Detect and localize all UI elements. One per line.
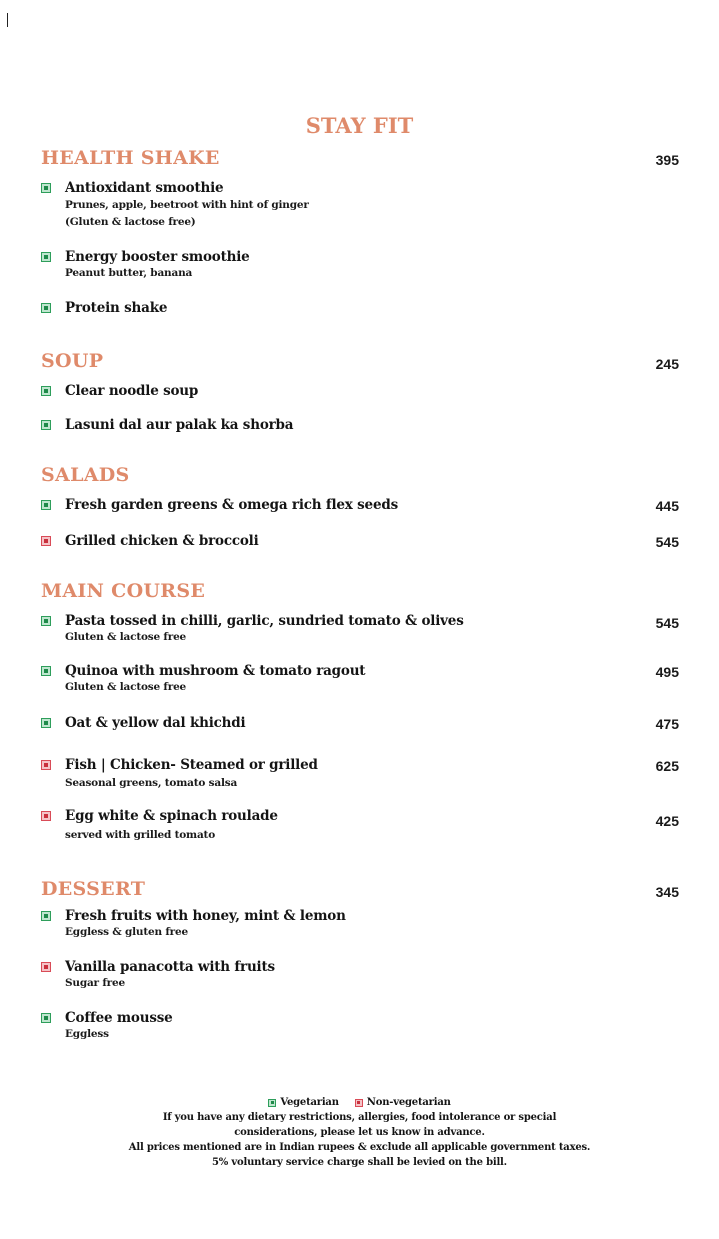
section-title-dessert: DESSERT [41,878,146,900]
veg-icon [41,1013,51,1023]
item-name: Vanilla panacotta with fruits [65,959,275,975]
item-description: Peanut butter, banana [65,267,193,279]
footer-line-service-charge: 5% voluntary service charge shall be levied on the bill. [212,1157,507,1168]
item-name: Pasta tossed in chilli, garlic, sundried tomato & olives [65,613,464,629]
legend-veg [268,1095,338,1110]
item-description: Gluten & lactose free [65,631,187,643]
item-name: Quinoa with mushroom & tomato ragout [65,663,366,679]
item-description: Gluten & lactose free [65,681,187,693]
item-name: Fresh fruits with honey, mint & lemon [65,908,346,924]
item-name: Lasuni dal aur palak ka shorba [65,417,294,433]
item-name: Egg white & spinach roulade [65,808,278,824]
section-price-soup: 245 [655,356,679,372]
item-description: Sugar free [65,977,125,989]
legend [0,1095,719,1110]
item-price: 495 [655,664,679,680]
item-name: Coffee mousse [65,1010,173,1026]
item-name: Clear noodle soup [65,383,199,399]
footer-line-advance: considerations, please let us know in advance. [234,1127,485,1138]
section-title-salads: SALADS [41,464,130,486]
section-title-health-shake: HEALTH SHAKE [41,147,220,169]
item-price: 625 [655,758,679,774]
item-name: Grilled chicken & broccoli [65,533,259,549]
veg-icon [268,1099,276,1107]
item-price: 545 [655,615,679,631]
item-description: Eggless [65,1028,109,1040]
item-price: 545 [655,534,679,550]
legend-veg-label: Vegetarian [280,1097,339,1108]
veg-icon [41,183,51,193]
item-name: Fish | Chicken- Steamed or grilled [65,757,318,773]
veg-icon [41,303,51,313]
item-name: Oat & yellow dal khichdi [65,715,246,731]
footer-line-dietary: If you have any dietary restrictions, allergies, food intolerance or special [162,1112,557,1123]
item-description: Prunes, apple, beetroot with hint of ginger [65,199,309,211]
veg-icon [41,500,51,510]
veg-icon [41,718,51,728]
section-price-health-shake: 395 [655,152,679,168]
nonveg-icon [41,536,51,546]
veg-icon [41,420,51,430]
section-price-dessert: 345 [655,884,679,900]
item-price: 425 [655,813,679,829]
page-title: STAY FIT [305,113,414,138]
veg-icon [41,252,51,262]
text-cursor [7,13,8,27]
item-price: 475 [655,716,679,732]
item-description: Seasonal greens, tomato salsa [65,777,238,789]
legend-nonveg-label: Non-vegetarian [366,1097,451,1108]
nonveg-icon [41,760,51,770]
item-name: Protein shake [65,300,168,316]
legend-nonveg [355,1095,451,1110]
item-description: served with grilled tomato [65,829,216,841]
item-name: Energy booster smoothie [65,249,250,265]
nonveg-icon [355,1099,363,1107]
footer-line-prices: All prices mentioned are in Indian rupees & exclude all applicable government taxes. [128,1142,591,1153]
item-name: Antioxidant smoothie [65,180,224,196]
nonveg-icon [41,962,51,972]
item-price: 445 [655,498,679,514]
footer-notes [0,1095,719,1170]
nonveg-icon [41,811,51,821]
item-name: Fresh garden greens & omega rich flex seeds [65,497,398,513]
veg-icon [41,911,51,921]
item-description: Eggless & gluten free [65,926,188,938]
section-title-main-course: MAIN COURSE [41,580,206,602]
veg-icon [41,616,51,626]
veg-icon [41,386,51,396]
section-title-soup: SOUP [41,350,104,372]
item-description: (Gluten & lactose free) [65,216,196,228]
veg-icon [41,666,51,676]
